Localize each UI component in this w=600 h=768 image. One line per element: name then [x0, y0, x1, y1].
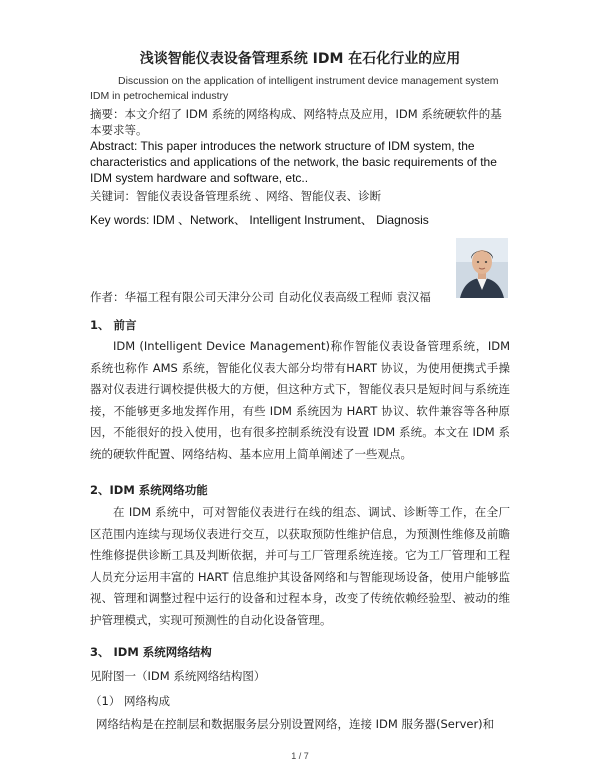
author-portrait-icon [456, 238, 508, 298]
paper-title: 浅谈智能仪表设备管理系统 IDM 在石化行业的应用 [139, 51, 461, 67]
page-number: 1 / 7 [291, 751, 309, 761]
section-3-body: 网络结构是在控制层和数据服务层分别设置网络，连接 IDM 服务器(Server)和 [96, 717, 495, 731]
keywords-chinese: 关键词：智能仪表设备管理系统 、网络、智能仪表、诊断 [90, 189, 382, 203]
author-photo [456, 238, 508, 298]
abstract-chinese: 摘要：本文介绍了 IDM 系统的网络构成、网络特点及应用，IDM 系统硬软件的基本要求等。 [90, 107, 502, 137]
section-1-body: IDM (Intelligent Device Management)称作智能仪表设备管理系统，IDM 系统也称作 AMS 系统，智能化仪表大部分均带有HART 协议，为使用便携式手操器对仪表进行调校提供极大的方便，但这种方式下，智能仪表只是短时间与系统连接，不能够更多地发挥作用，有些 IDM 系统因为 HART 协议、软件兼容等各种原因，不能很好的投入使用，也有很多控制系统没有设置 IDM 系统。本文在 IDM 系统的硬软件配置、网络结构、基本应用上简单阐述了一些观点。 [90, 339, 510, 461]
subsection-heading: （1） 网络构成 [90, 694, 170, 708]
section-1-heading: 1、 前言 [90, 318, 137, 332]
section-2-body: 在 IDM 系统中，可对智能仪表进行在线的组态、调试、诊断等工作，在全厂区范围内连续与现场仪表进行交互，以获取预防性维护信息，为预测性维修及前瞻性维修提供诊断工具及判断依据，并可与工厂管理系统连接。它为工厂管理和工程人员充分运用丰富的 HART 信息维护其设备网络和与智能现场设备，使用户能够监视、管理和调整过程中运行的设备和过程本身，改变了传统依赖经验型、被动的维护管理模式，实现可预测性的自动化设备管理。 [90, 505, 510, 627]
section-3-heading: 3、 IDM 系统网络结构 [90, 645, 212, 659]
keywords-english: Key words: IDM 、Network、 Intelligent Instrument、 Diagnosis [90, 213, 429, 227]
english-title: Discussion on the application of intelligent instrument device management system IDM in petrochemical industry [90, 75, 499, 102]
section-2-heading: 2、IDM 系统网络功能 [90, 483, 208, 497]
author-line: 作者：华福工程有限公司天津分公司 自动化仪表高级工程师 袁汉福 [90, 290, 431, 304]
figure-reference: 见附图一（IDM 系统网络结构图） [90, 669, 266, 683]
abstract-english: Abstract: This paper introduces the network structure of IDM system, the characteristics and applications of the network, the basic requirements of the IDM system hardware and software, etc.. [90, 139, 497, 185]
